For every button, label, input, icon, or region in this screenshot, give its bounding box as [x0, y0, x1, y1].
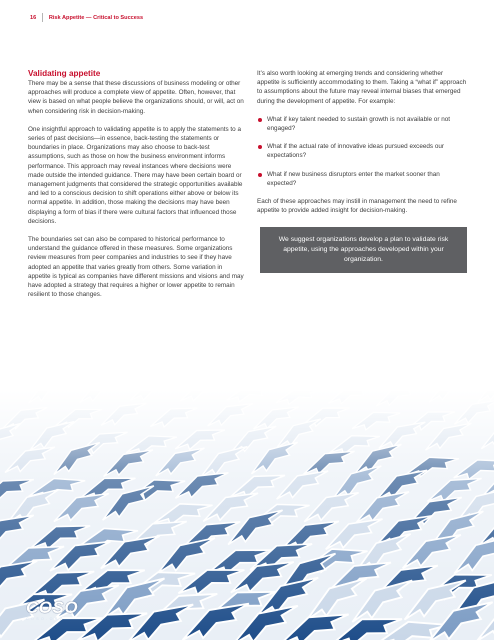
- callout-box: We suggest organizations develop a plan to validate risk appetite, using the approaches developed within your organization.: [260, 227, 467, 273]
- page-number: 16: [30, 14, 37, 21]
- list-item: What if new business disruptors enter the market sooner than expected?: [257, 170, 467, 188]
- right-column: [257, 69, 467, 273]
- paragraph-1: There may be a sense that these discussions of business modeling or other approaches will produce a complete view of appetite. Often, however, that view is based on what people believe the organizations should, or will, act on when considering risk in decision-making.: [28, 80, 244, 115]
- section-heading: Validating appetite: [28, 69, 101, 78]
- what-if-list: [257, 115, 467, 188]
- left-column: [28, 69, 246, 308]
- paragraph-2: One insightful approach to validating appetite is to apply the statements to a series of past decisions—in essence, back-testing the statements or boundaries in place. Organizations may also choose to back-test assumptions, such as those on how the business environment informs performance. This approach may reveal instances where decisions were made outside the intended guidance. There may have been certain board or management judgments that considered the strategic opportunities available and led to a conscious decision to shift operations either above or below its normal appetite. In addition, those making the decisions may have been displaying a form of bias if there were cultural factors that influenced those decisions.: [28, 125, 243, 225]
- coso-logo: [26, 598, 78, 621]
- list-item: What if key talent needed to sustain growth is not available or not engaged?: [257, 115, 467, 133]
- running-title: Risk Appetite — Critical to Success: [48, 14, 144, 21]
- closing-paragraph: Each of these approaches may instill in management the need to refine appetite to provide added insight for decision-making.: [257, 198, 457, 215]
- page-header: [30, 13, 143, 22]
- logo-mark: COSO: [26, 598, 79, 617]
- paragraph-3: The boundaries set can also be compared to historical performance to understand the guidance offered in these measures. Some organizations review measures from peer companies and industries to see if they have adopted an appetite that varies greatly from others. Some variation in appetite is typical as companies have different missions and visions and may have adopted a strategy that requires a higher or lower appetite to remain resilient to those changes.: [28, 236, 244, 299]
- intro-paragraph: It’s also worth looking at emerging trends and considering whether appetite is sufficiently accommodating to them. Taking a “what if” approach to assumptions about the future may reveal internal biases that emerged during the development of appetite. For example:: [257, 70, 467, 105]
- header-separator: [42, 13, 43, 22]
- list-item: What if the actual rate of innovative ideas pursued exceeds our expectations?: [257, 142, 467, 160]
- logo-tagline: COSO.ORG: [26, 617, 65, 621]
